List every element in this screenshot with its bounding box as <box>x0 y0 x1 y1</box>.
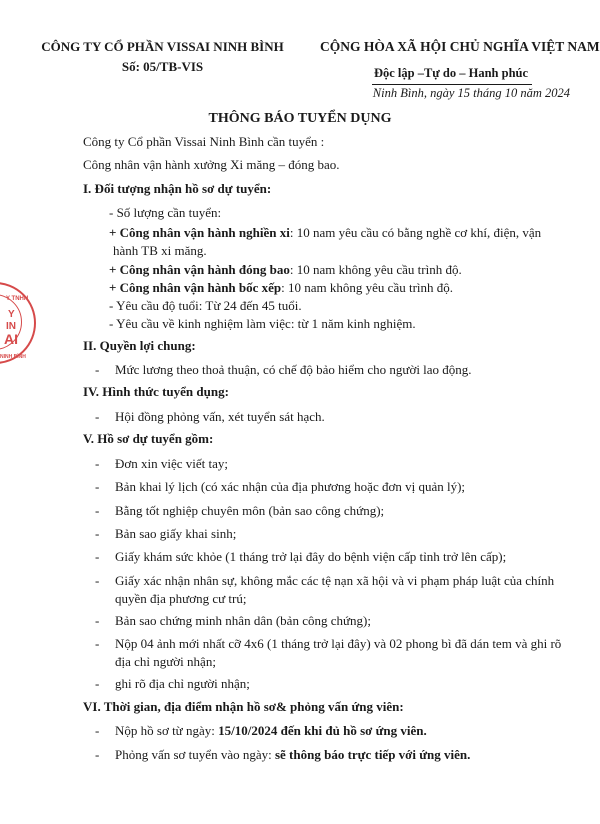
bullet: - <box>95 409 100 424</box>
item-2-detail: : 10 nam không yêu cầu trình độ. <box>289 262 462 277</box>
bullet: - <box>95 503 100 518</box>
section-1-quantity: - Số lượng cần tuyển: <box>109 205 222 220</box>
section-5-item-cont: địa chỉ người nhận; <box>115 654 216 669</box>
section-5-item-cont: quyền địa phương cư trú; <box>115 591 247 606</box>
section-2-heading: II. Quyền lợi chung: <box>83 338 196 353</box>
section-6-item-1 <box>115 722 427 740</box>
section-1-experience: - Yêu cầu về kinh nghiệm làm việc: từ 1 năm kinh nghiệm. <box>109 316 416 331</box>
item-1-detail: : 10 nam yêu cầu có bằng nghề cơ khí, điện, vận <box>289 225 542 240</box>
section-1-item-2 <box>109 261 462 279</box>
item-2-role: Công nhân vận hành đóng bao <box>119 262 290 277</box>
section-5-heading: V. Hồ sơ dự tuyển gồm: <box>83 431 214 446</box>
section-5-item: Giấy xác nhận nhân sự, không mắc các tệ nạn xã hội và vi phạm pháp luật của chính <box>115 573 555 588</box>
submit-date: 15/10/2024 đến khi đủ hồ sơ ứng viên. <box>218 723 427 738</box>
intro-line-2: Công nhân vận hành xưởng Xi măng – đóng bao. <box>83 157 340 172</box>
section-4-item-1: Hội đồng phỏng vấn, xét tuyển sát hạch. <box>115 409 325 424</box>
plus-mark: + <box>109 280 120 295</box>
section-5-item: Bản sao giấy khai sinh; <box>115 526 237 541</box>
bullet: - <box>95 526 100 541</box>
section-2-item-1: Mức lương theo thoả thuận, có chế độ bảo hiểm cho người lao động. <box>115 362 472 377</box>
plus-mark: + <box>109 262 120 277</box>
bullet: - <box>95 636 100 651</box>
section-5-item: Bằng tốt nghiệp chuyên môn (bản sao công chứng); <box>115 503 385 518</box>
interview-label: Phỏng vấn sơ tuyển vào ngày: <box>115 747 275 762</box>
interview-date: sẽ thông báo trực tiếp với ứng viên. <box>274 747 471 762</box>
seal-line-1: Y <box>8 309 15 320</box>
company-seal-stamp <box>0 282 36 364</box>
section-6-heading: VI. Thời gian, địa điểm nhận hồ sơ& phỏng vấn ứng viên: <box>83 699 404 714</box>
section-1-heading: I. Đối tượng nhận hồ sơ dự tuyển: <box>83 181 272 196</box>
section-1-item-1-cont: hành TB xi măng. <box>113 243 207 258</box>
document-number: Số: 05/TB-VIS <box>121 59 204 74</box>
section-4-heading: IV. Hình thức tuyển dụng: <box>83 384 229 399</box>
bullet: - <box>95 676 100 691</box>
bullet: - <box>95 573 100 588</box>
section-5-item: Giấy khám sức khỏe (1 tháng trở lại đây do bệnh viện cấp tỉnh trở lên cấp); <box>115 549 507 564</box>
seal-bottom-text: NINH BÌNH <box>0 354 26 360</box>
intro-line-1: Công ty Cổ phần Vissai Ninh Bình cần tuyển : <box>83 134 325 149</box>
document-title: THÔNG BÁO TUYỂN DỤNG <box>208 111 392 126</box>
seal-line-2: IN <box>6 321 16 332</box>
section-1-item-3 <box>109 279 453 297</box>
seal-line-3: AI <box>4 331 18 347</box>
bullet: - <box>95 747 100 762</box>
section-1-item-1 <box>109 224 541 242</box>
item-3-role: Công nhân vận hành bốc xếp <box>119 280 282 295</box>
national-title: CỘNG HÒA XÃ HỘI CHỦ NGHĨA VIỆT NAM <box>320 39 600 54</box>
section-5-item: Bản sao chứng minh nhân dân (bản công chứng); <box>115 613 371 628</box>
submit-label: Nộp hồ sơ từ ngày: <box>115 723 219 738</box>
bullet: - <box>95 362 100 377</box>
section-5-item: ghi rõ địa chỉ người nhận; <box>115 676 250 691</box>
place-and-date: Ninh Bình, ngày 15 tháng 10 năm 2024 <box>372 86 570 100</box>
item-1-role: Công nhân vận hành nghiền xi <box>119 225 290 240</box>
section-1-age: - Yêu cầu độ tuổi: Từ 24 đến 45 tuổi. <box>109 298 302 313</box>
section-5-item: Bản khai lý lịch (có xác nhận của địa phương hoặc đơn vị quản lý); <box>115 479 466 494</box>
company-name: CÔNG TY CỔ PHẦN VISSAI NINH BÌNH <box>41 39 284 54</box>
bullet: - <box>95 456 100 471</box>
bullet: - <box>95 549 100 564</box>
item-3-detail: : 10 nam không yêu cầu trình độ. <box>281 280 454 295</box>
bullet: - <box>95 613 100 628</box>
section-6-item-2 <box>115 746 470 764</box>
plus-mark: + <box>109 225 120 240</box>
bullet: - <box>95 723 100 738</box>
bullet: - <box>95 479 100 494</box>
section-5-item: Đơn xin việc viết tay; <box>115 456 229 471</box>
seal-top-text: Y TNHH <box>6 296 29 302</box>
national-motto: Độc lập –Tự do – Hanh phúc <box>373 66 529 80</box>
section-5-item: Nộp 04 ảnh mới nhất cỡ 4x6 (1 tháng trở lại đây) và 02 phong bì đã dán tem và ghi rõ <box>115 636 562 651</box>
